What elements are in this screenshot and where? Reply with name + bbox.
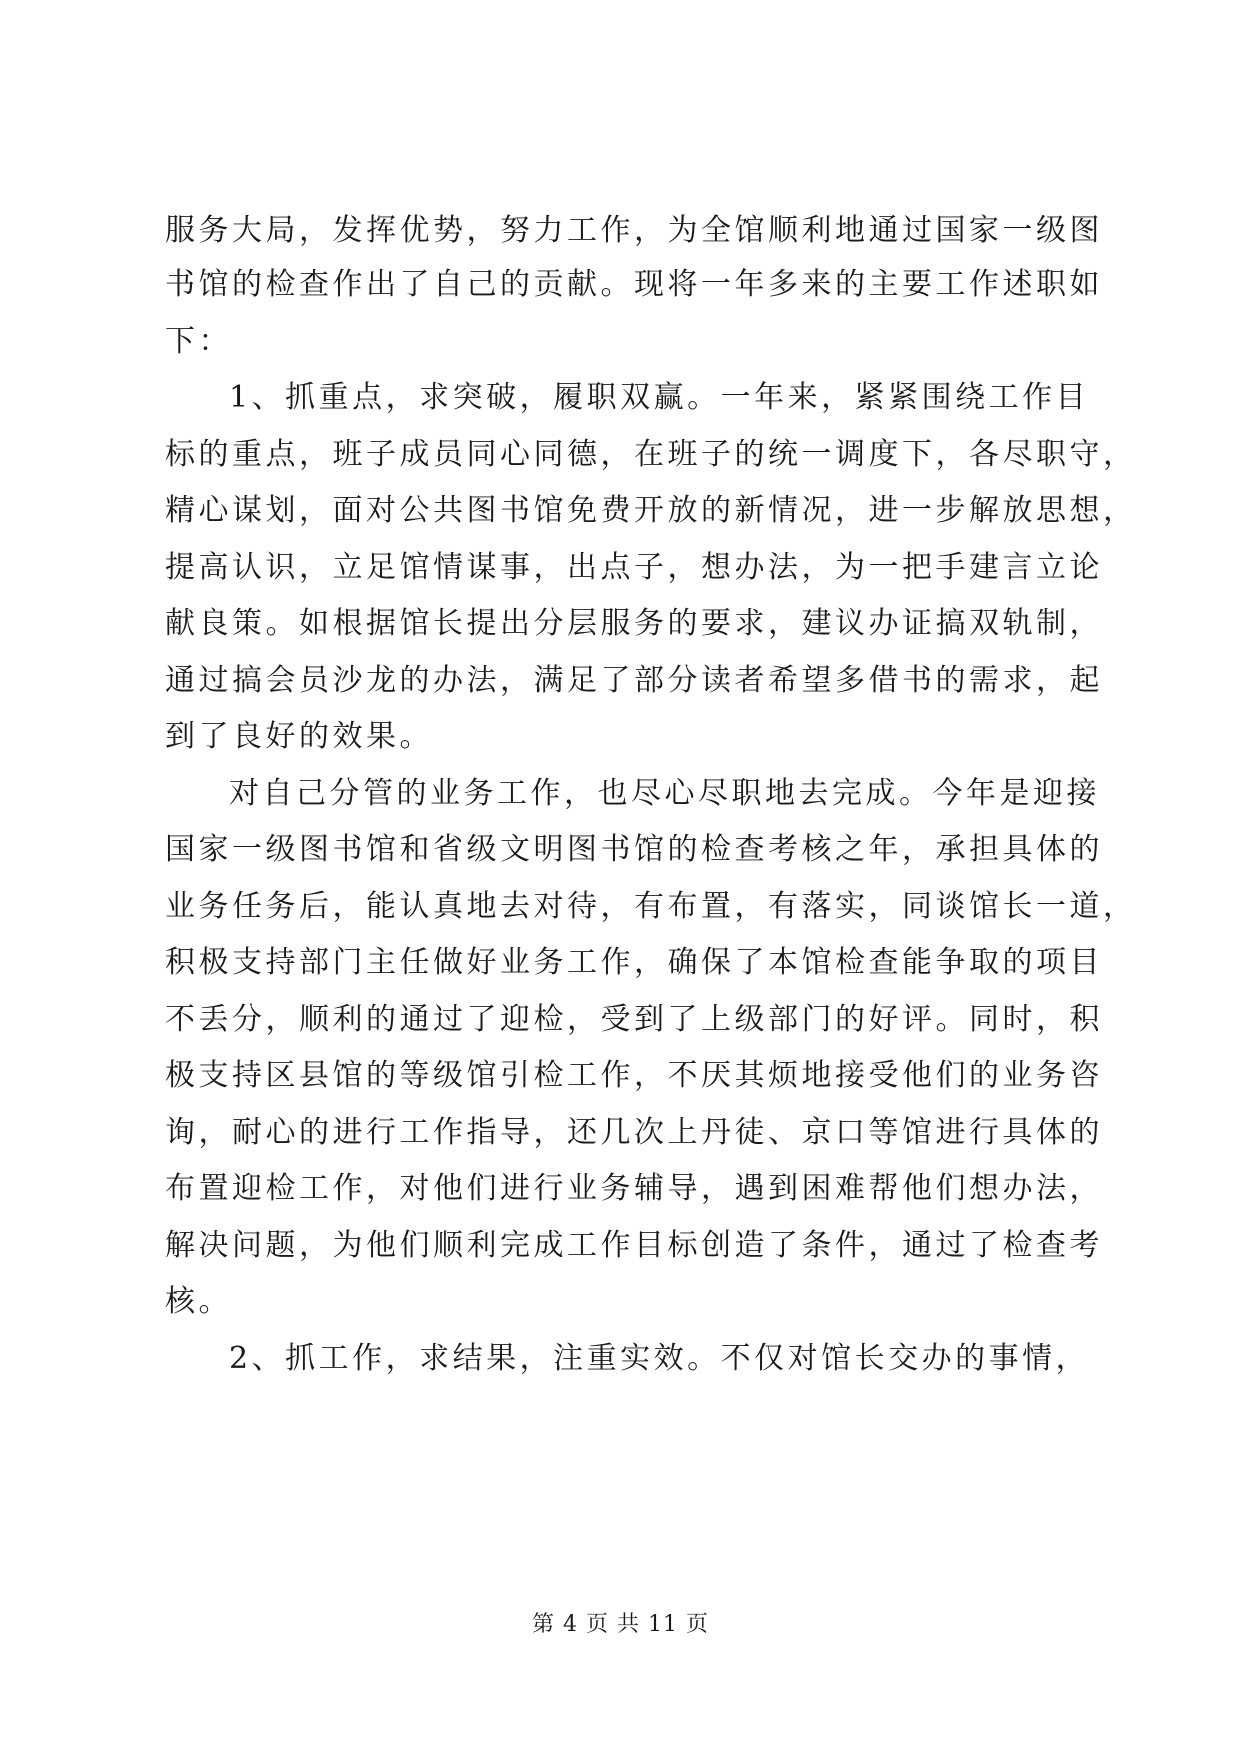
- text-line: 2、抓工作，求结果，注重实效。不仅对馆长交办的事情，: [229, 1341, 1090, 1376]
- text-line: 不丢分，顺利的通过了迎检，受到了上级部门的好评。同时，积: [165, 1002, 1103, 1037]
- text-line: 核。: [165, 1284, 232, 1319]
- text-line: 积极支持部门主任做好业务工作，确保了本馆检查能争取的项目: [165, 945, 1103, 980]
- text-line: 1、抓重点，求突破，履职双赢。一年来，紧紧围绕工作目: [229, 380, 1090, 415]
- page-number-footer: 第 4 页 共 11 页: [532, 1612, 709, 1637]
- text-line: 业务任务后，能认真地去对待，有布置，有落实，同谈馆长一道，: [165, 889, 1137, 924]
- text-line: 提高认识，立足馆情谋事，出点子，想办法，为一把手建言立论: [165, 550, 1103, 585]
- text-line: 书馆的检查作出了自己的贡献。现将一年多来的主要工作述职如: [165, 267, 1103, 302]
- text-line: 献良策。如根据馆长提出分层服务的要求，建议办证搞双轨制，: [165, 606, 1103, 641]
- text-line: 布置迎检工作，对他们进行业务辅导，遇到困难帮他们想办法，: [165, 1171, 1103, 1206]
- text-line: 精心谋划，面对公共图书馆免费开放的新情况，进一步解放思想，: [165, 493, 1137, 528]
- text-line: 标的重点，班子成员同心同德，在班子的统一调度下，各尽职守，: [165, 437, 1137, 472]
- text-line: 下：: [165, 324, 232, 359]
- text-line: 询，耐心的进行工作指导，还几次上丹徒、京口等馆进行具体的: [165, 1115, 1103, 1150]
- text-line: 通过搞会员沙龙的办法，满足了部分读者希望多借书的需求，起: [165, 663, 1103, 698]
- text-line: 极支持区县馆的等级馆引检工作，不厌其烦地接受他们的业务咨: [165, 1058, 1103, 1093]
- text-line: 解决问题，为他们顺利完成工作目标创造了条件，通过了检查考: [165, 1228, 1103, 1263]
- text-line: 国家一级图书馆和省级文明图书馆的检查考核之年，承担具体的: [165, 832, 1103, 867]
- text-line: 对自己分管的业务工作，也尽心尽职地去完成。今年是迎接: [229, 776, 1100, 811]
- text-line: 服务大局，发挥优势，努力工作，为全馆顺利地通过国家一级图: [165, 213, 1103, 248]
- text-line: 到了良好的效果。: [165, 719, 433, 754]
